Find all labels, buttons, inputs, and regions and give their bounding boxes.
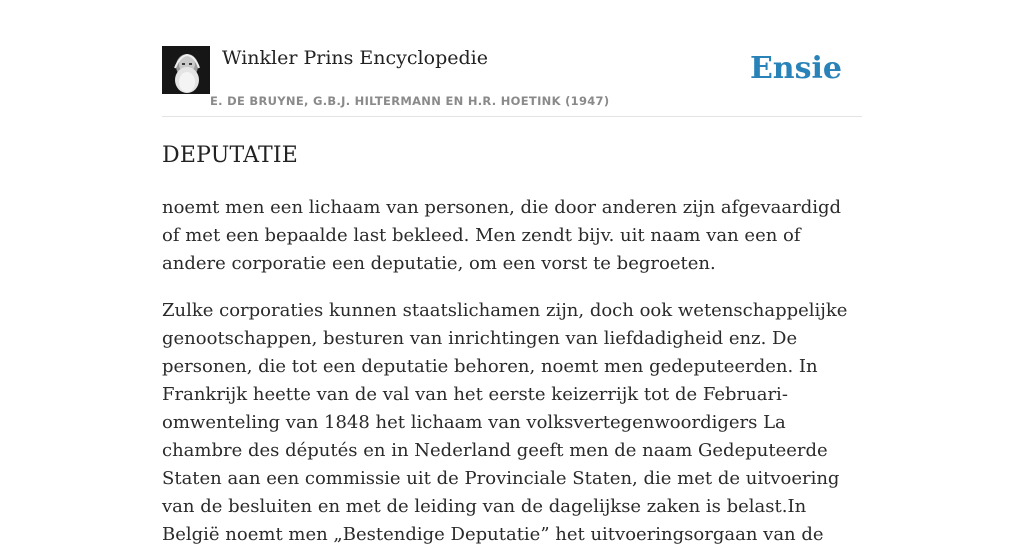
article-paragraph: noemt men een lichaam van personen, die door anderen zijn afgevaardigd of met een bepaalde last bekleed. Men zendt bijv. uit naam van een of andere corporatie een deputatie, om een vorst te begroeten. [162,197,842,274]
header [162,0,862,117]
article-title: DEPUTATIE [162,143,299,168]
author-portrait-icon[interactable] [162,46,210,94]
brand-logo[interactable]: Ensie [749,51,842,86]
publication-title[interactable]: Winkler Prins Encyclopedie [222,47,488,69]
article-paragraph: Zulke corporaties kunnen staatslichamen zijn, doch ook wetenschappelijke genootschappen, besturen van inrichtingen van liefdadigheid enz. De personen, die tot een deputatie behoren, noemt men gedeputeerden. In Frankrijk heette van de val van het eerste keizerrijk tot de Februari-omwenteling van 1848 het lichaam van volksvertegenwoordigers La chambre des députés en in Nederland geeft men de naam Gedeputeerde Staten aan een commissie uit de Provinciale Staten, die met de uitvoering van de besluiten en met de leiding van de dagelijkse zaken is belast.In België noemt men „Bestendige Deputatie” het uitvoeringsorgaan van de [162,300,848,545]
page [162,0,862,545]
author-credits: E. DE BRUYNE, G.B.J. HILTERMANN EN H.R. HOETINK (1947) [210,94,610,108]
article-body [162,194,862,549]
